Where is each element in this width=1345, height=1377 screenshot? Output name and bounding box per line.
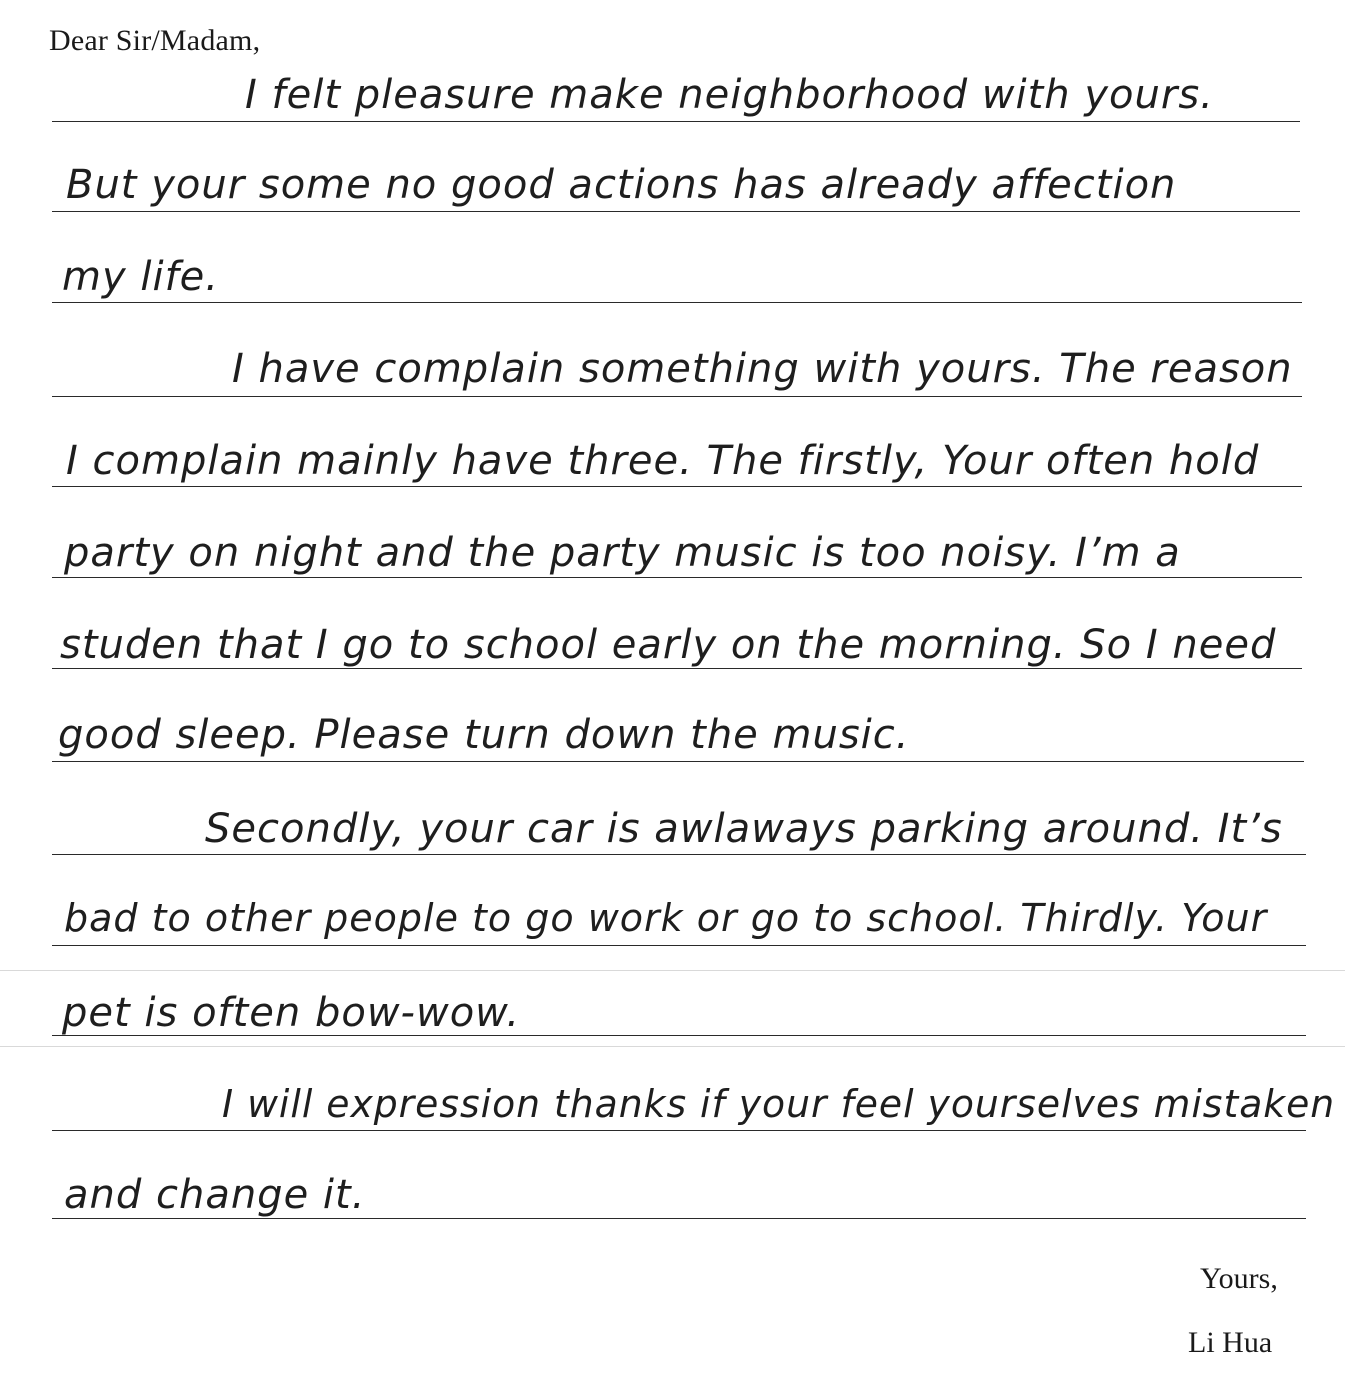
letter-line-12: I will expression thanks if your feel yourselves mistaken — [222, 1082, 1336, 1126]
ruled-line-7 — [52, 668, 1302, 669]
ruled-line-9 — [52, 854, 1306, 855]
letter-line-9: Secondly, your car is awlaways parking around. It’s — [205, 806, 1283, 852]
ruled-line-1 — [52, 121, 1300, 122]
letter-line-2: But your some no good actions has already affection — [66, 162, 1177, 208]
ruled-line-2 — [52, 211, 1300, 212]
ruled-line-12 — [52, 1130, 1306, 1131]
letter-line-1: I felt pleasure make neighborhood with yours. — [245, 72, 1214, 118]
salutation: Dear Sir/Madam, — [49, 24, 261, 57]
letter-line-7: studen that I go to school early on the morning. So I need — [60, 622, 1277, 668]
fold-line-2 — [0, 1046, 1345, 1047]
letter-line-5: I complain mainly have three. The firstly, Your often hold — [66, 438, 1260, 484]
letter-line-10: bad to other people to go work or go to school. Thirdly. Your — [64, 896, 1268, 940]
letter-line-8: good sleep. Please turn down the music. — [58, 712, 910, 758]
ruled-line-4 — [52, 396, 1302, 397]
signature: Li Hua — [1188, 1326, 1273, 1359]
fold-line-1 — [0, 970, 1345, 971]
letter-line-4: I have complain something with yours. The reason — [232, 346, 1293, 392]
ruled-line-10 — [52, 945, 1306, 946]
ruled-line-5 — [52, 486, 1302, 487]
letter-line-3: my life. — [62, 254, 219, 300]
ruled-line-13 — [52, 1218, 1306, 1219]
closing: Yours, — [1200, 1262, 1278, 1295]
ruled-line-6 — [52, 577, 1302, 578]
ruled-line-11 — [52, 1035, 1306, 1036]
letter-line-11: pet is often bow-wow. — [62, 990, 521, 1036]
letter-line-13: and change it. — [64, 1172, 366, 1218]
ruled-line-3 — [52, 302, 1302, 303]
ruled-line-8 — [52, 761, 1304, 762]
letter-line-6: party on night and the party music is too noisy. I’m a — [64, 530, 1181, 576]
